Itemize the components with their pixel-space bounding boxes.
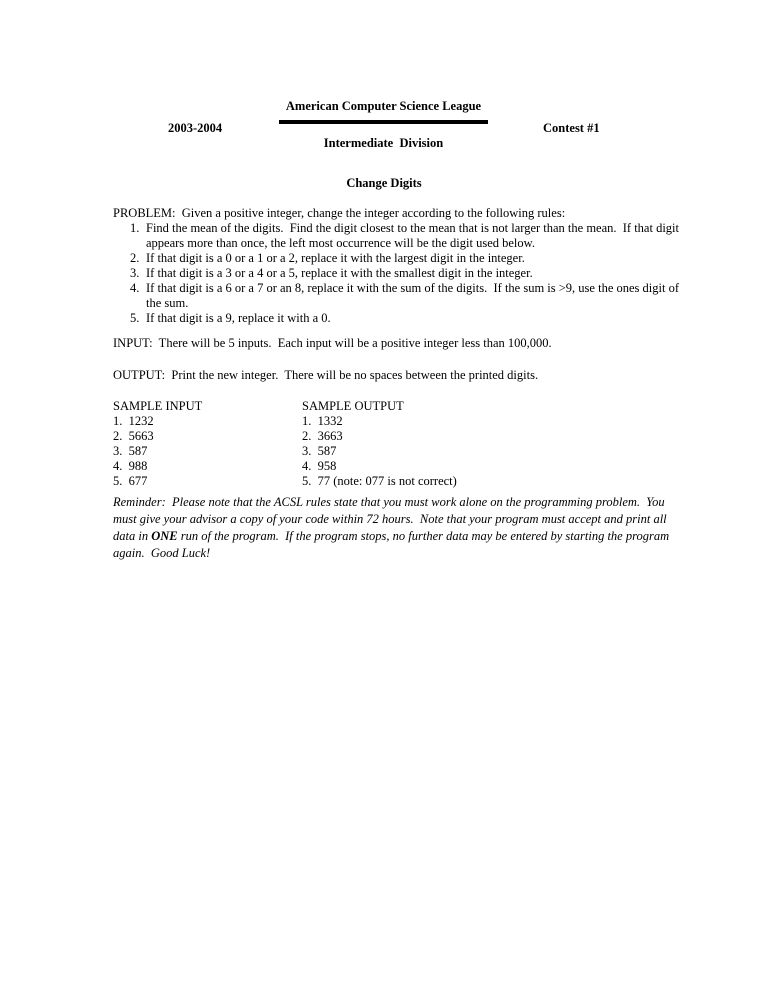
rule-number: 5.: [130, 311, 140, 325]
sample-input-item: 3. 587: [113, 444, 148, 458]
rule-item: [130, 266, 690, 281]
rule-number: 1.: [130, 221, 140, 235]
rule-number: 4.: [130, 281, 140, 295]
rule-text: Find the mean of the digits. Find the digit closest to the mean that is not larger than the mean. If that digit appears more than once, the left most occurrence will be the digit used below.: [146, 221, 683, 250]
sample-input-item: 2. 5663: [113, 429, 154, 443]
sample-input-column: [113, 399, 202, 489]
league-title: American Computer Science League: [285, 99, 482, 113]
sample-output-column: [302, 399, 457, 489]
school-year: 2003-2004: [168, 121, 223, 135]
problem-title: Change Digits: [346, 176, 422, 190]
division-name: Intermediate Division: [323, 136, 444, 150]
reminder-emphasis: ONE: [151, 529, 178, 543]
header-rule: [279, 120, 488, 124]
sample-output-item: 3. 587: [302, 444, 337, 458]
reminder-text: Reminder: Please note that the ACSL rules state that you must work alone on the programming problem. You must give your advisor a copy of your code within 72 hours. Note that your program must accept and print all data in: [113, 495, 670, 543]
contest-number: Contest #1: [543, 121, 600, 135]
sample-output-item: 1. 1332: [302, 414, 343, 428]
rule-item: [130, 281, 690, 311]
rule-item: [130, 311, 690, 326]
sample-input-item: 4. 988: [113, 459, 148, 473]
sample-input-header: SAMPLE INPUT: [113, 399, 203, 413]
reminder-text-end: run of the program. If the program stops, no further data may be entered by starting the program again. Good Luck!: [113, 529, 673, 560]
sample-input-item: 5. 677: [113, 474, 148, 488]
problem-statement: PROBLEM: Given a positive integer, change the integer according to the following rules:: [113, 206, 566, 220]
rule-text: If that digit is a 3 or a 4 or a 5, replace it with the smallest digit in the integer.: [146, 266, 533, 280]
rule-number: 3.: [130, 266, 140, 280]
rule-text: If that digit is a 6 or a 7 or an 8, replace it with the sum of the digits. If the sum is >9, use the ones digit of the sum.: [146, 281, 683, 310]
output-description: OUTPUT: Print the new integer. There will be no spaces between the printed digits.: [113, 368, 539, 382]
sample-output-item: 2. 3663: [302, 429, 343, 443]
reminder-note: [113, 494, 673, 562]
rules-list: [130, 221, 690, 326]
input-description: INPUT: There will be 5 inputs. Each input will be a positive integer less than 100,000.: [113, 336, 552, 350]
rule-item: [130, 221, 690, 251]
rule-item: [130, 251, 690, 266]
sample-output-header: SAMPLE OUTPUT: [302, 399, 404, 413]
rule-text: If that digit is a 9, replace it with a 0.: [146, 311, 331, 325]
rule-text: If that digit is a 0 or a 1 or a 2, replace it with the largest digit in the integer.: [146, 251, 525, 265]
sample-input-item: 1. 1232: [113, 414, 154, 428]
sample-output-item: 5. 77 (note: 077 is not correct): [302, 474, 457, 488]
sample-output-item: 4. 958: [302, 459, 337, 473]
rule-number: 2.: [130, 251, 140, 265]
